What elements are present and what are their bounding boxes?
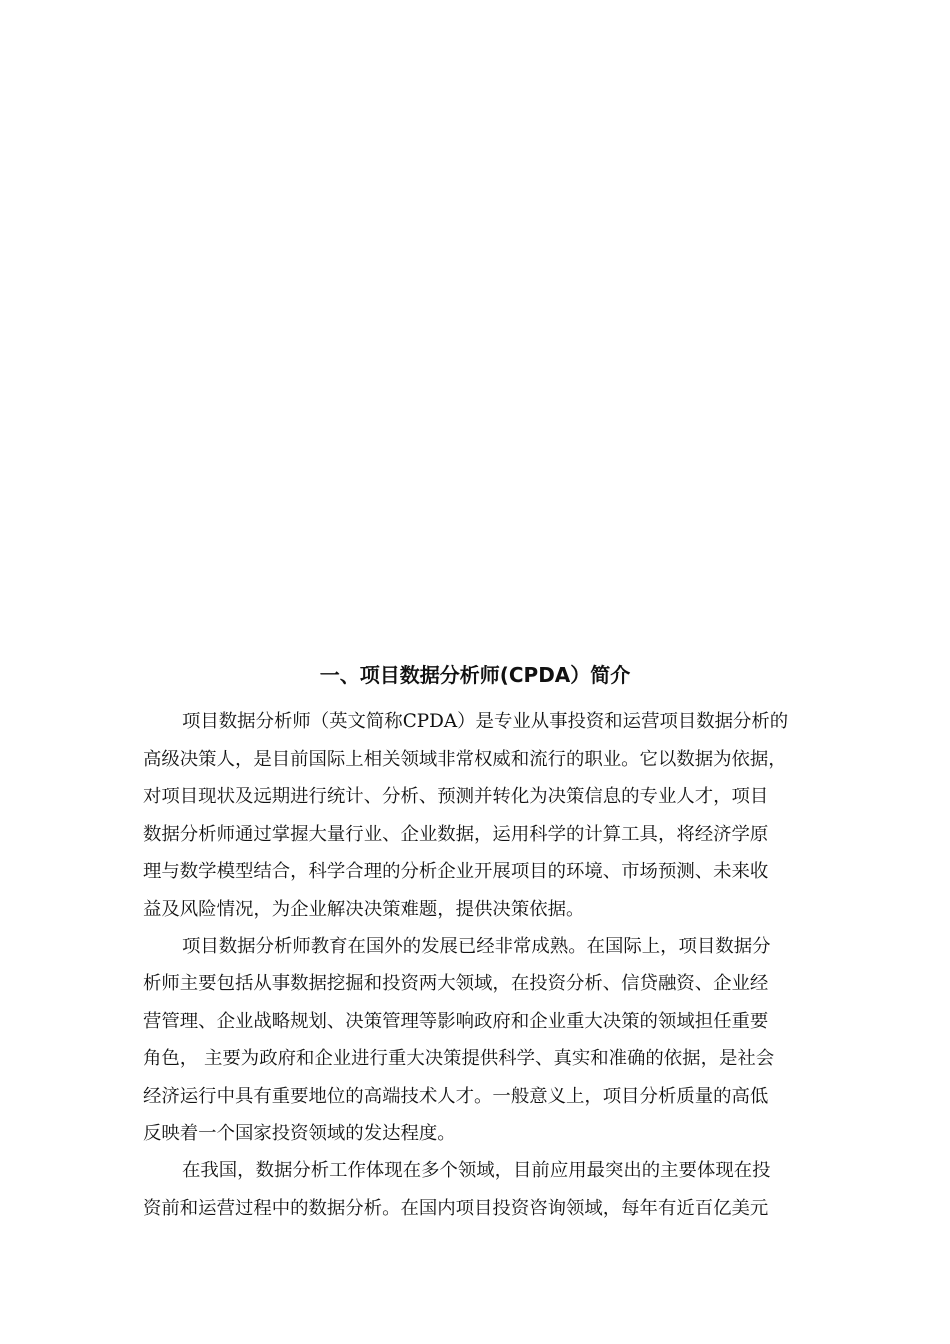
paragraph-line: 数据分析师通过掌握大量行业、企业数据，运用科学的计算工具，将经济学原 bbox=[143, 824, 769, 845]
paragraph-line: 析师主要包括从事数据挖掘和投资两大领域，在投资分析、信贷融资、企业经 bbox=[143, 973, 769, 994]
paragraph-line: 项目数据分析师（英文简称CPDA）是专业从事投资和运营项目数据分析的 bbox=[182, 711, 789, 732]
paragraph-line: 角色， 主要为政府和企业进行重大决策提供科学、真实和准确的依据，是社会 bbox=[143, 1048, 775, 1069]
paragraph-line: 资前和运营过程中的数据分析。在国内项目投资咨询领域，每年有近百亿美元 bbox=[143, 1198, 769, 1219]
section-heading: 一、项目数据分析师(CPDA）简介 bbox=[319, 663, 631, 687]
paragraph-line: 反映着一个国家投资领域的发达程度。 bbox=[143, 1123, 456, 1144]
paragraph-line: 项目数据分析师教育在国外的发展已经非常成熟。在国际上，项目数据分 bbox=[182, 936, 771, 957]
paragraph-line: 对项目现状及远期进行统计、分析、预测并转化为决策信息的专业人才，项目 bbox=[143, 786, 769, 807]
paragraph-line: 益及风险情况，为企业解决决策难题，提供决策依据。 bbox=[143, 899, 585, 920]
paragraph-line: 理与数学模型结合，科学合理的分析企业开展项目的环境、市场预测、未来收 bbox=[143, 861, 769, 882]
paragraph-line: 高级决策人，是目前国际上相关领域非常权威和流行的职业。它以数据为依据， bbox=[143, 749, 787, 770]
paragraph-line: 在我国，数据分析工作体现在多个领域，目前应用最突出的主要体现在投 bbox=[182, 1160, 771, 1181]
paragraph-line: 经济运行中具有重要地位的高端技术人才。一般意义上，项目分析质量的高低 bbox=[143, 1086, 769, 1107]
paragraph-line: 营管理、企业战略规划、决策管理等影响政府和企业重大决策的领域担任重要 bbox=[143, 1011, 769, 1032]
